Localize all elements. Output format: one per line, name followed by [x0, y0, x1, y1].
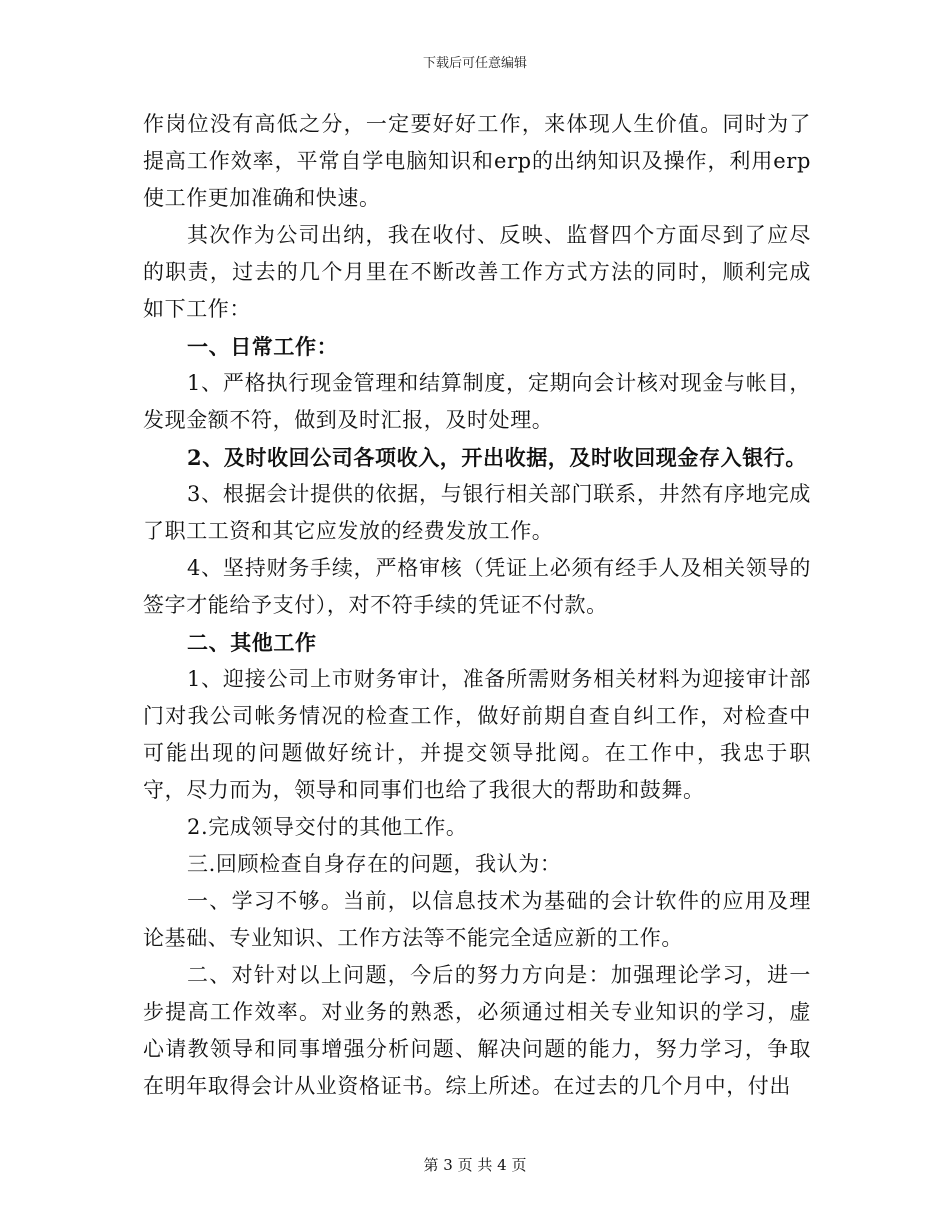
problem-item-improvement: 二、对针对以上问题，今后的努力方向是：加强理论学习，进一步提高工作效率。对业务的熟悉，必须通过相关专业知识的学习，虚心请教领导和同事增强分析问题、解决问题的能力，努力学习，争取在明年取得会计从业资格证书。综上所述。在过去的几个月中，付出 [143, 963, 811, 1098]
list-item-other-tasks: 2.完成领导交付的其他工作。 [187, 815, 468, 839]
document-body [143, 106, 811, 1105]
section-heading-daily-work: 一、日常工作： [187, 334, 339, 359]
page-number-footer: 第 3 页 共 4 页 [423, 1156, 527, 1174]
list-item-ipo-audit: 1、迎接公司上市财务审计，准备所需财务相关材料为迎接审计部门对我公司帐务情况的检查工作，做好前期自查自纠工作，对检查中可能出现的问题做好统计，并提交领导批阅。在工作中，我忠于职守，尽力而为，领导和同事们也给了我很大的帮助和鼓舞。 [143, 667, 811, 802]
list-item-audit-procedures: 4、坚持财务手续，严格审核（凭证上必须有经手人及相关领导的签字才能给予支付），对不符手续的凭证不付款。 [143, 556, 811, 617]
section-heading-review-problems: 三.回顾检查自身存在的问题，我认为： [187, 852, 562, 876]
paragraph-cashier-duties: 其次作为公司出纳，我在收付、反映、监督四个方面尽到了应尽的职责，过去的几个月里在不断改善工作方式方法的同时，顺利完成如下工作： [143, 223, 811, 321]
paragraph-continuation: 作岗位没有高低之分，一定要好好工作，来体现人生价值。同时为了提高工作效率，平常自学电脑知识和erp的出纳知识及操作，利用erp使工作更加准确和快速。 [143, 112, 811, 210]
list-item-cash-management: 1、严格执行现金管理和结算制度，定期向会计核对现金与帐目，发现金额不符，做到及时汇报，及时处理。 [143, 371, 811, 432]
list-item-collect-income: 2、及时收回公司各项收入，开出收据，及时收回现金存入银行。 [187, 445, 808, 470]
list-item-payroll: 3、根据会计提供的依据，与银行相关部门联系，井然有序地完成了职工工资和其它应发放的经费发放工作。 [143, 482, 811, 543]
section-heading-other-work: 二、其他工作 [187, 630, 317, 655]
page-header-note: 下载后可任意编辑 [422, 56, 527, 71]
problem-item-learning: 一、学习不够。当前，以信息技术为基础的会计软件的应用及理论基础、专业知识、工作方法等不能完全适应新的工作。 [143, 889, 811, 950]
